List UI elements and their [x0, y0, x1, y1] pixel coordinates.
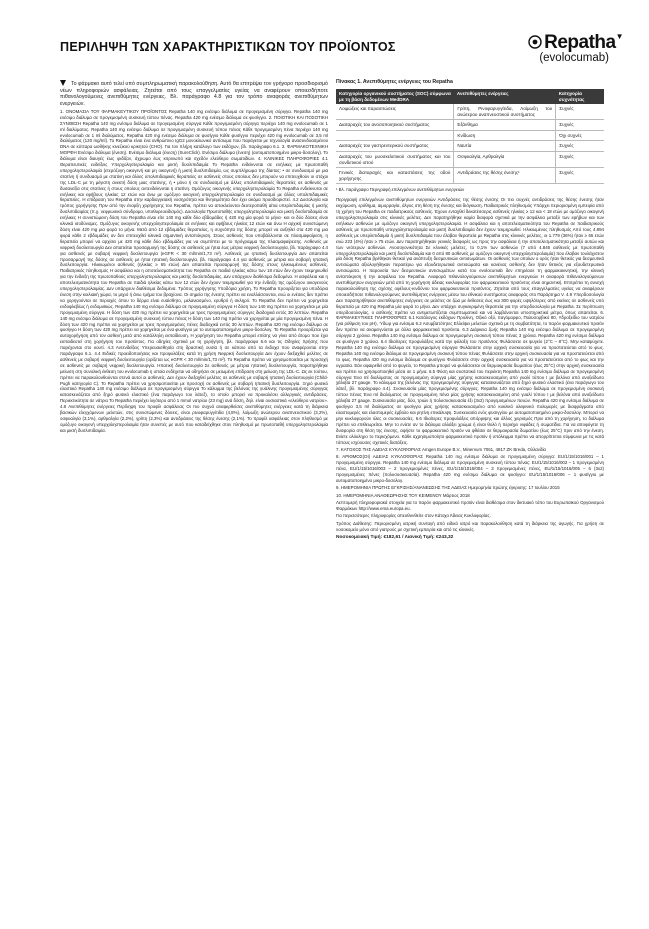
table-cell: Συχνές: [556, 104, 604, 120]
black-triangle-icon: ▼: [615, 32, 623, 41]
table-row: [336, 104, 604, 120]
table-cell: Διαταραχές του μυοσκελετικού συστήματος και του συνδετικού ιστού: [336, 152, 454, 168]
dispensing-info: Τρόπος Διάθεσης: Περιορισμένη ιατρική συνταγή από ειδικό ιατρό και παρακολούθηση κατά τη διάρκεια της αγωγής. Για χρήση σε νοσοκομείο μόνο από γιατρούς με σχετική εμπειρία και από τις κλινικές.: [336, 520, 604, 532]
table-header-cell: Κατηγορία οργανικού συστήματος (SOC) σύμφωνα με τη βάση δεδομένων MedDRA: [336, 89, 454, 104]
monitoring-notice: [60, 80, 328, 107]
black-triangle-icon: [60, 80, 66, 86]
table-cell: Κνίδωση: [454, 130, 556, 141]
table-header-cell: Κατηγορία συχνότητας: [556, 89, 604, 104]
marketing-holder: 7. ΚΑΤΟΧΟΣ ΤΗΣ ΑΔΕΙΑΣ ΚΥΚΛΟΦΟΡΙΑΣ Amgen Europe B.V., Minervum 7061, 4817 ZK Breda, Ολλανδία: [336, 446, 546, 452]
table-row: [336, 168, 604, 184]
table-cell: Λοιμώξεις και παρασιτώσεις: [336, 104, 454, 120]
ema-info: Λεπτομερή πληροφοριακά στοιχεία για το παρόν φαρμακευτικό προϊόν είναι διαθέσιμα στον δικτυακό τόπο του Ευρωπαϊκού Οργανισμού Φαρμάκων http://www.ema.europa.eu.: [336, 500, 604, 512]
spc-body-left: 1. ΟΝΟΜΑΣΙΑ ΤΟΥ ΦΑΡΜΑΚΕΥΤΙΚΟΥ ΠΡΟΪΟΝΤΟΣ Repatha 140 mg ενέσιμο διάλυμα σε προγεμισμένη σύριγγα. Repatha 140 mg ενέσιμο διάλυμα σε προγεμισμένη συσκευή τύπου πένας. Repatha 420 mg ενέσιμο διάλυμα σε φυσίγγιο. 2. ΠΟΙΟΤΙΚΗ ΚΑΙ ΠΟΣΟΤΙΚΗ ΣΥΝΘΕΣΗ Repatha 140 mg ενέσιμο διάλυμα σε προγεμισμένη σύριγγα Κάθε προγεμισμένη σύριγγα περιέχει 140 mg evolocumab σε 1 ml διαλύματος. Repatha 140 mg ενέσιμο διάλυμα σε προγεμισμένη συσκευή τύπου πένας Κάθε προγεμισμένη πένα περιέχει 140 mg evolocumab σε 1 ml διαλύματος. Repatha 420 mg ενέσιμο διάλυμα σε φυσίγγιο Κάθε φυσίγγιο περιέχει 420 mg evolocumab σε 3,5 ml διαλύματος (120 mg/ml). Το Repatha είναι ένα ανθρώπινο IgG2 μονοκλωνικό αντίσωμα που παράγεται με τεχνολογία ανασυνδυασμένου DNA σε κύτταρα ωοθήκης κινεζικού κρικητού (CHO). Για τον πλήρη κατάλογο των εκδόχων, βλ. παράγραφο 6.1. 3. ΦΑΡΜΑΚΟΤΕΧΝΙΚΗ ΜΟΡΦΗ Ενέσιμο διάλυμα (ένεση). Ενέσιμο διάλυμα (ένεση) (SureClick). Ενέσιμο διάλυμα (ένεση) (αυτοματοποιημένο μικρο-δοσολογ). Το διάλυμα είναι διαυγές έως ιριδίζον, άχρωμο έως κιτρινωπό και σχεδόν ελεύθερο σωματιδίων. 4. ΚΛΙΝΙΚΕΣ ΠΛΗΡΟΦΟΡΙΕΣ 4.1 Θεραπευτικές ενδείξεις Υπερχοληστερολαιμία και μικτή δυσλιπιδαιμία Το Repatha ενδείκνυται σε ενήλικες με πρωτοπαθή υπερχοληστερολαιμία (ετερόζυγη οικογενή και μη οικογενή) ή μικτή δυσλιπιδαιμία, ως συμπλήρωμα της δίαιτας: • σε συνδυασμό με μια στατίνη ή συνδυασμό με στατίνη και άλλες υπολιπιδαιμικές θεραπείες σε ασθενείς στους οποίους δεν μπορούν να επιτευχθούν οι στόχοι της LDL-C με τη μέγιστη ανεκτή δόση μιας στατίνης, ή • μόνο ή σε συνδυασμό με άλλες υπολιπιδαιμικές θεραπείες σε ασθενείς με δυσανεξία στις στατίνες ή στους οποίους αντενδείκνυται η στατίνη. Ομόζυγος οικογενής υπερχοληστερολαιμία Το Repatha ενδείκνυται σε ενήλικες και εφήβους ηλικίας 12 ετών και άνω με ομόζυγο οικογενή υπερχοληστερολαιμία σε συνδυασμό με άλλες υπολιπιδαιμικές θεραπείες. Η επίδραση του Repatha στην καρδιαγγειακή νοσηρότητα και θνησιμότητα δεν έχει ακόμα προσδιοριστεί. 4.2 Δοσολογία και τρόπος χορήγησης Πριν από την έναρξη χορήγησης του Repatha, πρέπει να αποκλείονται δευτεροπαθή αίτια υπερλιπιδαιμίας ή μικτής δυσλιπιδαιμίας (π.χ. νεφρωσικό σύνδρομο, υποθυρεοειδισμός). Δοσολογία Πρωτοπαθής υπερχοληστερολαιμία και μικτή δυσλιπιδαιμία σε ενήλικες Η συνιστώμενη δόση του Repatha είναι είτε 140 mg κάθε δύο εβδομάδες ή 420 mg μία φορά το μήνα· και οι δύο δόσεις είναι κλινικά ισοδύναμες. Ομόζυγος οικογενής υπερχοληστερολαιμία σε ενήλικες και εφήβους ηλικίας 12 ετών και άνω Η αρχική συνιστώμενη δόση είναι 420 mg μια φορά το μήνα. Μετά από 12 εβδομάδες θεραπείας, η συχνότητα της δόσης μπορεί να αυξηθεί στα 420 mg μια φορά κάθε 2 εβδομάδες αν δεν επιτευχθεί κλινικά σημαντική ανταπόκριση. Στους ασθενείς που υποβάλλονται σε πλασμαφαίρεση, η θεραπεία μπορεί να αρχίσει με 420 mg κάθε δύο εβδομάδες για να συμπίπτει με το πρόγραμμα της πλασμαφαίρεσης. Ασθενείς με νεφρική δυσλειτουργία Δεν απαιτείται προσαρμογή της δόσης σε ασθενείς με ήπια έως μέτρια νεφρική δυσλειτουργία, βλ. παράγραφο 4.4 για ασθενείς με σοβαρή νεφρική δυσλειτουργία (eGFR < 30 ml/min/1,73 m²). Ασθενείς με ηπατική δυσλειτουργία Δεν απαιτείται προσαρμογή της δόσης σε ασθενείς με ήπια ηπατική δυσλειτουργία, βλ. παράγραφο 4.4 για ασθενείς με μέτρια και σοβαρή ηπατική δυσλειτουργία. Ηλικιωμένοι ασθενείς (ηλικίας ≥ 65 ετών) Δεν απαιτείται προσαρμογή της δόσης στους ηλικιωμένους ασθενείς. Παιδιατρικός πληθυσμός Η ασφάλεια και η αποτελεσματικότητα του Repatha σε παιδιά ηλικίας κάτω των 18 ετών δεν έχουν τεκμηριωθεί για την ένδειξη της πρωτοπαθούς υπερχοληστερολαιμίας και μικτής δυσλιπιδαιμίας. Δεν υπάρχουν διαθέσιμα δεδομένα. Η ασφάλεια και η αποτελεσματικότητα του Repatha σε παιδιά ηλικίας κάτω των 12 ετών δεν έχουν τεκμηριωθεί για την ένδειξη της ομόζυγου οικογενούς υπερχοληστερολαιμίας. Δεν υπάρχουν διαθέσιμα δεδομένα. Τρόπος χορήγησης Υποδόρια χρήση. Το Repatha προορίζεται για υποδόρια ένεση στην κοιλιακή χώρα, το μηρό ή άνω τμήμα του βραχίονα. Οι σημεία της ένεσης πρέπει να εναλλάσσονται, ενώ οι ενέσεις δεν πρέπει να χορηγούνται σε περιοχές όπου το δέρμα είναι ευαίσθητο, μελανιασμένο, ερυθρό ή σκληρό. Το Repatha δεν πρέπει να χορηγείται ενδοφλεβίως ή ενδομυϊκώς. Repatha 140 mg ενέσιμο διάλυμα σε προγεμισμένη σύριγγα Η δόση των 140 mg πρέπει να χορηγείται με μία προγεμισμένη σύριγγα. Η δόση των 420 mg πρέπει να χορηγείται με τρεις προγεμισμένες σύριγγες διαδοχικά εντός 30 λεπτών. Repatha 140 mg ενέσιμο διάλυμα σε προγεμισμένη συσκευή τύπου πένας Η δόση των 140 mg πρέπει να χορηγείται με μία προγεμισμένη πένα. Η δόση των 420 mg πρέπει να χορηγείται με τρεις προγεμισμένες πένες διαδοχικά εντός 30 λεπτών. Repatha 420 mg ενέσιμο διάλυμα σε φυσίγγιο Η δόση των 420 mg πρέπει να χορηγείται με ένα φυσίγγιο με το αυτοματοποιημένο μικρο-δοσολογ. Το Repatha προορίζεται για αυτοχορήγηση από τον ασθενή μετά από κατάλληλη εκπαίδευση. Η χορήγηση του Repatha μπορεί επίσης να γίνει από άτομο που έχει εκπαιδευτεί στη χορήγηση του προϊόντος. Για οδηγίες σχετικά με τη χορήγηση, βλ. παράγραφο 6.6 και τις Οδηγίες Χρήσης που παρέχονται στο κουτί. 4.3 Αντενδείξεις Υπερευαισθησία στη δραστική ουσία ή σε κάποιο από τα έκδοχα που αναφέρονται στην παράγραφο 6.1. 4.4 Ειδικές προειδοποιήσεις και προφυλάξεις κατά τη χρήση Νεφρική δυσλειτουργία Δεν έχουν διεξαχθεί μελέτες σε ασθενείς με σοβαρή νεφρική δυσλειτουργία (ορίζεται ως eGFR < 30 ml/min/1,73 m²). Το Repatha πρέπει να χρησιμοποιείται με προσοχή σε ασθενείς με σοβαρή νεφρική δυσλειτουργία. Ηπατική δυσλειτουργία Σε ασθενείς με μέτρια ηπατική δυσλειτουργία, παρατηρήθηκε μείωση στη συνολική έκθεση του evolocumab η οποία ενδέχεται να οδηγήσει σε μειωμένη επίδραση στη μείωση της LDL-C. Ως εκ τούτου, πρέπει να παρακολουθούνται στενά αυτοί οι ασθενείς. Δεν έχουν διεξαχθεί μελέτες σε ασθενείς με σοβαρή ηπατική δυσλειτουργία (Child-Pugh κατηγορία C). Το Repatha πρέπει να χρησιμοποιείται με προσοχή σε ασθενείς με σοβαρή ηπατική δυσλειτουργία. Ξηρό φυσικό ελαστικό Repatha 140 mg ενέσιμο διάλυμα σε προγεμισμένη σύριγγα Το κάλυμμα της βελόνας της γυάλινης προγεμισμένης σύριγγας κατασκευάζεται από ξηρό φυσικό ελαστικό (ένα παράγωγο του λάτεξ), το οποίο μπορεί να προκαλέσει αλλεργικές αντιδράσεις. Περιεκτικότητα σε νάτριο Το Repatha περιέχει λιγότερο από 1 mmol νατρίου (23 mg) ανά δόση, δηλ. είναι ουσιαστικά «ελεύθερο νατρίου». 4.8 Ανεπιθύμητες ενέργειες Περίληψη του προφίλ ασφάλειας Οι πιο συχνά αναφερθείσες ανεπιθύμητες ενέργειες κατά τη διάρκεια βασικών ελεγχόμενων μελετών, στις συνιστώμενες δόσεις, είναι ρινοφαρυγγίτιδα (4,8%), λοίμωξη ανώτερου αναπνευστικού (3,2%), οσφυαλγία (3,1%), αρθραλγία (2,2%), γρίπη (2,3%) και αντιδράσεις της θέσης ένεσης (2,1%). Το προφίλ ασφάλειας στον πληθυσμό με ομόζυγο οικογενή υπερχοληστερολαιμία ήταν συνεπές με αυτό που καταδείχθηκε στον πληθυσμό με πρωτοπαθή υπερχοληστερολαιμία και μικτή δυσλιπιδαιμία.: [60, 108, 328, 433]
table-cell: Οσφυαλγία, Αρθραλγία: [454, 152, 556, 168]
page-title: ΠΕΡΙΛΗΨΗ ΤΩΝ ΧΑΡΑΚΤΗΡΙΣΤΙΚΩΝ ΤΟΥ ΠΡΟΪΟΝΤΟΣ: [60, 40, 396, 54]
table-cell: Συχνές: [556, 152, 604, 168]
spc-body-right: Περιγραφή επιλεγμένων ανεπιθύμητων ενεργειών Αντιδράσεις της θέσης ένεσης Οι πιο συχνές αντιδράσεις της θέσης ένεσης ήταν εκχύμωση, ερύθημα, αιμορραγία, άλγος στη θέση της ένεσης και διόγκωση. Παιδιατρικός πληθυσμός Υπάρχει περιορισμένη εμπειρία από τη χρήση του Repatha σε παιδιατρικούς ασθενείς. Έχουν ενταχθεί δεκατέσσερις ασθενείς ηλικίας ≥ 12 και < 18 ετών με ομόζυγο οικογενή υπερχοληστερολαιμία στις κλινικές μελέτες. Δεν παρατηρήθηκε καμία διαφορά σχετικά με την ασφάλεια μεταξύ των εφήβων και των ενήλικων ασθενών με ομόζυγο οικογενή υπερχοληστερολαιμία. Η ασφάλεια και η αποτελεσματικότητα του Repatha σε παιδιατρικούς ασθενείς με πρωτοπαθή υπερχοληστερολαιμία και μικτή δυσλιπιδαιμία δεν έχουν τεκμηριωθεί. Ηλικιωμένος πληθυσμός Από τους 4.894 ασθενείς με υπερλιπιδαιμία ή μικτή δυσλιπιδαιμία που έλαβαν θεραπεία με Repatha στις κλινικές μελέτες, οι 1.779 (36%) ήταν ≥ 65 ετών ενώ 223 (4%) ήταν ≥ 75 ετών. Δεν παρατηρήθηκαν γενικές διαφορές ως προς την ασφάλεια ή την αποτελεσματικότητα μεταξύ αυτών και των νεότερων ασθενών. Ανοσογονικότητα Σε κλινικές μελέτες, το 0,1% των ασθενών (7 από 4.846 ασθενείς με πρωτοπαθή υπερχοληστερολαιμία και μικτή δυσλιπιδαιμία και 0 από 80 ασθενείς με ομόζυγο οικογενή υπερχοληστερολαιμία) που έλαβαν τουλάχιστον μία δόση Repatha βρέθηκαν θετικοί για ανάπτυξη δεσμευτικών αντισωμάτων. Οι ασθενείς των οποίων ο ορός ήταν θετικός για δεσμευτικά αντισώματα αξιολογήθηκαν περαιτέρω για εξουδετερωτικά αντισώματα και κανένας ασθενής δεν ήταν θετικός για εξουδετερωτικά αντισώματα. Η παρουσία των δεσμευτικών αντισωμάτων κατά του evolocumab δεν επηρέασε τη φαρμακοκινητική, την κλινική ανταπόκριση ή την ασφάλεια του Repatha. Αναφορά πιθανολογούμενων ανεπιθύμητων ενεργειών Η αναφορά πιθανολογούμενων ανεπιθύμητων ενεργειών μετά από τη χορήγηση άδειας κυκλοφορίας του φαρμακευτικού προϊόντος είναι σημαντική. Επιτρέπει τη συνεχή παρακολούθηση της σχέσης οφέλους-κινδύνου του φαρμακευτικού προϊόντος. Ζητείται από τους επαγγελματίες υγείας να αναφέρουν οποιεσδήποτε πιθανολογούμενες ανεπιθύμητες ενέργειες μέσω του εθνικού συστήματος αναφοράς στο Παράρτημα V. 4.9 Υπερδοσολογία Δεν παρατηρήθηκαν ανεπιθύμητες ενέργειες σε μελέτες σε ζώα με έκθεσεις έως και 300 φορές υψηλότερες από εκείνες σε ασθενείς υπό θεραπεία με 420 mg Repatha μία φορά το μήνα. Δεν υπάρχει συγκεκριμένη θεραπεία για την υπερδοσολογία με Repatha. Σε περίπτωση υπερδοσολογίας, ο ασθενής πρέπει να αντιμετωπίζεται συμπτωματικά και να λαμβάνονται υποστηρικτικά μέτρα, όπως απαιτείται. 6. ΦΑΡΜΑΚΕΥΤΙΚΕΣ ΠΛΗΡΟΦΟΡΙΕΣ 6.1 Κατάλογος εκδόχων Προλίνη, Οξικό οξύ, παγόμορφο, Πολυσορβικό 80, Υδροξείδιο του νατρίου (για ρύθμιση του pH), Ύδωρ για ενέσιμα 6.2 Ασυμβατότητες Ελλείψει μελετών σχετικά με τη συμβατότητα, το παρόν φαρμακευτικό προϊόν δεν πρέπει να αναμειγνύεται με άλλα φαρμακευτικά προϊόντα. 6.3 Διάρκεια ζωής Repatha 140 mg ενέσιμο διάλυμα σε προγεμισμένη σύριγγα 2 χρόνια. Repatha 140 mg ενέσιμο διάλυμα σε προγεμισμένη συσκευή τύπου πένας 3 χρόνια. Repatha 420 mg ενέσιμο διάλυμα σε φυσίγγιο 2 χρόνια. 6.4 Ιδιαίτερες προφυλάξεις κατά την φύλαξη του προϊόντος Φυλάσσετε σε ψυγείο (2°C – 8°C). Μην καταψύχετε. Repatha 140 mg ενέσιμο διάλυμα σε προγεμισμένη σύριγγα Φυλάσσετε στην αρχική συσκευασία για να προστατεύεται από το φως. Repatha 140 mg ενέσιμο διάλυμα σε προγεμισμένη συσκευή τύπου πένας Φυλάσσετε στην αρχική συσκευασία για να προστατεύεται από το φως. Repatha 420 mg ενέσιμο διάλυμα σε φυσίγγιο Φυλάσσετε στην αρχική συσκευασία για να προστατεύεται από το φως και την υγρασία. Εάν αφαιρεθεί από το ψυγείο, το Repatha μπορεί να φυλάσσεται σε θερμοκρασία δωματίου (έως 25°C) στην αρχική συσκευασία και πρέπει να χρησιμοποιηθεί μέσα σε 1 μήνα. 6.5 Φύση και συστατικά του περιέκτη Repatha 140 mg ενέσιμο διάλυμα σε προγεμισμένη σύριγγα Ένα ml διαλύματος σε προγεμισμένη σύριγγα μίας χρήσης κατασκευασμένη από γυαλί τύπου Ι με βελόνα από ανοξείδωτο χάλυβα 27 gauge. Το κάλυμμα της βελόνας της προγεμισμένης σύριγγας κατασκευάζεται από ξηρό φυσικό ελαστικό (ένα παράγωγο του λάτεξ, βλ. παράγραφο 4.4). Συσκευασία μίας προγεμισμένης σύριγγας. Repatha 140 mg ενέσιμο διάλυμα σε προγεμισμένη συσκευή τύπου πένας Ένα ml διαλύματος σε προγεμισμένη πένα μίας χρήσης κατασκευασμένη από γυαλί τύπου Ι με βελόνα από ανοξείδωτο χάλυβα 27 gauge. Συσκευασία μίας, δύο, τριών ή πολυσυσκευασία έξι (3x2) προγεμισμένων πενών. Repatha 420 mg ενέσιμο διάλυμα σε φυσίγγιο 3,5 ml διαλύματος σε φυσίγγιο μίας χρήσης κατασκευασμένο από κυκλικό ολεφινικό πολυμερές με διαφράγματα από ελαστομερές και ελαστομερές έμβολο και ρητίνη επικάλυψη. Συσκευασία ενός φυσιγγίου με αυτοματοποιημένο μικρο-δοσολογ. Μπορεί να μην κυκλοφορούν όλες οι συσκευασίες. 6.6 Ιδιαίτερες προφυλάξεις απόρριψης και άλλος χειρισμός Πριν από τη χορήγηση, το διάλυμα πρέπει να επιθεωρείται. Μην το ενίετε αν το διάλυμα αλλάξει χρώμα ή είναι θολό ή περιέχει νιφάδες ή σωματίδια. Για να αποφύγετε τη δυσφορία στη θέση της ένεσης, αφήστε το φαρμακευτικό προϊόν να φθάσει σε θερμοκρασία δωματίου (έως 25°C) πριν από την ένεση. Ενίετε ολόκληρο το περιεχόμενο. Κάθε αχρησιμοποίητο φαρμακευτικό προϊόν ή υπόλειμμα πρέπει να απορρίπτεται σύμφωνα με τις κατά τόπους ισχύουσες σχετικές διατάξεις.: [336, 197, 604, 445]
table-cell: Διαταραχές του γαστρεντερικού συστήματος: [336, 141, 454, 152]
table-header-cell: Ανεπιθύμητες ενέργειες: [454, 89, 556, 104]
brand-wordmark: [503, 32, 623, 54]
table-cell: Συχνές: [556, 120, 604, 131]
contact-info: Για περισσότερες πληροφορίες απευθυνθείτε στον Κάτοχο Άδειας Κυκλοφορίας.: [336, 513, 491, 519]
price-line: Νοσοκομειακή Τιμή: €182,61 / Λιανική Τιμή: €243,32: [336, 534, 454, 540]
left-column: [60, 80, 328, 435]
table-row: [336, 120, 604, 131]
table-header-row: [336, 89, 604, 104]
table-row: [336, 130, 604, 141]
right-column: [336, 80, 604, 541]
table-footnote: ¹ Βλ. παράγραφο Περιγραφή επιλεγμένων ανεπιθύμητων ενεργειών: [336, 187, 465, 193]
marketing-numbers: 8. ΑΡΙΘΜΟΣ(ΟΙ) ΑΔΕΙΑΣ ΚΥΚΛΟΦΟΡΙΑΣ Repatha 140 mg ενέσιμο διάλυμα σε προγεμισμένη σύριγγα: EU/1/15/1016/001 – 1 προγεμισμένη σύριγγα. Repatha 140 mg ενέσιμο διάλυμα σε προγεμισμένη συσκευή τύπου πένας: EU/1/15/1016/002 – 1 προγεμισμένη πένα, EU/1/15/1016/003 – 2 προγεμισμένες πένες, EU/1/15/1016/004 – 3 προγεμισμένες πένες, EU/1/15/1016/005 – 6 (3x2) προγεμισμένες πένες (πολυσυσκευασία). Repatha 420 mg ενέσιμο διάλυμα σε φυσίγγιο: EU/1/15/1016/006 – 1 φυσίγγιο με αυτοματοποιημένο μικρο-δοσολογ.: [336, 454, 604, 483]
revision-date: 10. ΗΜΕΡΟΜΗΝΙΑ ΑΝΑΘΕΩΡΗΣΗΣ ΤΟΥ ΚΕΙΜΕΝΟΥ Μάρτιος 2018: [336, 492, 470, 498]
brand-name: Repatha: [544, 32, 616, 53]
table-cell: Όχι συχνές: [556, 130, 604, 141]
table-cell: Γρίπη, Ρινοφαρυγγίτιδα, Λοίμωξη του ανώτερου αναπνευστικού συστήματος: [454, 104, 556, 120]
table-row: [336, 141, 604, 152]
adverse-reactions-table: [336, 89, 604, 185]
approval-date: 9. ΗΜΕΡΟΜΗΝΙΑ ΠΡΩΤΗΣ ΕΓΚΡΙΣΗΣ/ΑΝΑΝΕΩΣΗΣ ΤΗΣ ΑΔΕΙΑΣ Ημερομηνία πρώτης έγκρισης: 17 Ιουλίου 2015: [336, 485, 560, 491]
table-cell: Γενικές διαταραχές και καταστάσεις της οδού χορήγησης: [336, 168, 454, 184]
table-cell: Ναυτία: [454, 141, 556, 152]
brand-generic-name: (evolocumab): [539, 52, 609, 64]
table-cell: Συχνές: [556, 141, 604, 152]
repatha-logo: [503, 32, 623, 64]
table-row: [336, 152, 604, 168]
table-cell: Διαταραχές του ανοσοποιητικού συστήματος: [336, 120, 454, 131]
repatha-logo-icon: [528, 35, 542, 49]
table-title: Πίνακας 1. Ανεπιθύμητες ενέργειες του Repatha: [336, 79, 453, 85]
monitoring-text: Το φάρμακο αυτό τελεί υπό συμπληρωματική παρακολούθηση. Αυτό θα επιτρέψει τον γρήγορο προσδιορισμό νέων πληροφοριών ασφάλειας. Ζητείται από τους επαγγελματίες υγείας να αναφέρουν οποιεσδήποτε πιθανολογούμενες ανεπιθύμητες ενέργειες. Βλ. παράγραφο 4.8 για τον τρόπο αναφοράς ανεπιθύμητων ενεργειών.: [60, 81, 328, 107]
table-cell: Συχνές: [556, 168, 604, 184]
table-cell: Εξάνθημα: [454, 120, 556, 131]
table-cell: [336, 130, 454, 141]
table-cell: Αντιδράσεις της θέσης ένεσης¹: [454, 168, 556, 184]
